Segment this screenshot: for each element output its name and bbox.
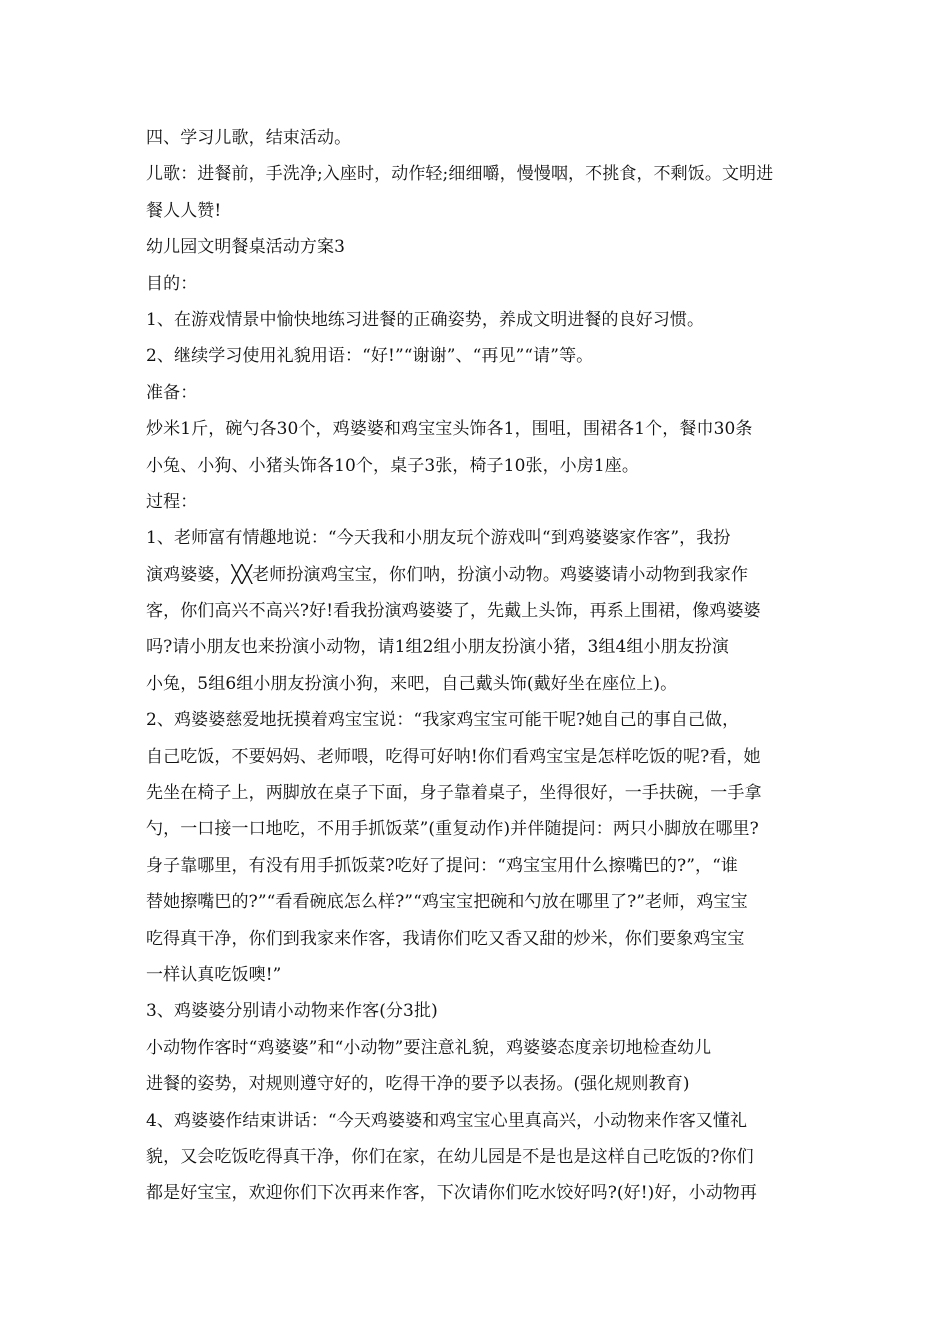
- text-line: 小动物作客时“鸡婆婆”和“小动物”要注意礼貌，鸡婆婆态度亲切地检查幼儿: [146, 1037, 712, 1058]
- text-line: 先坐在椅子上，两脚放在桌子下面，身子靠着桌子，坐得很好，一手扶碗，一手拿: [146, 783, 762, 804]
- section-title: 幼儿园文明餐桌活动方案3: [146, 237, 346, 258]
- text-line: 2、鸡婆婆慈爱地抚摸着鸡宝宝说：“我家鸡宝宝可能干呢?她自己的事自己做，: [146, 710, 740, 731]
- text-line: 儿歌：进餐前，手洗净;入座时，动作轻;细细嚼，慢慢咽，不挑食，不剩饭。文明进: [146, 164, 774, 185]
- text-line: 准备：: [146, 382, 198, 403]
- text-line: 勺，一口接一口地吃，不用手抓饭菜”(重复动作)并伴随提问：两只小脚放在哪里?: [146, 819, 759, 840]
- text-line: 貌，又会吃饭吃得真干净，你们在家，在幼儿园是不是也是这样自己吃饭的?你们: [146, 1146, 754, 1167]
- text-line: 演鸡婆婆，╳╳老师扮演鸡宝宝，你们呐，扮演小动物。鸡婆婆请小动物到我家作: [146, 564, 749, 585]
- text-line: 都是好宝宝，欢迎你们下次再来作客，下次请你们吃水饺好吗?(好!)好，小动物再: [146, 1183, 758, 1204]
- text-line: 2、继续学习使用礼貌用语：“好!”“谢谢”、“再见”“请”等。: [146, 346, 594, 367]
- text-line: 客，你们高兴不高兴?好!看我扮演鸡婆婆了，先戴上头饰，再系上围裙，像鸡婆婆: [146, 601, 761, 622]
- text-line: 一样认真吃饭噢!”: [146, 964, 282, 985]
- text-line: 进餐的姿势，对规则遵守好的，吃得干净的要予以表扬。(强化规则教育): [146, 1074, 690, 1095]
- text-line: 餐人人赞!: [146, 200, 222, 221]
- text-line: 自己吃饭，不要妈妈、老师喂，吃得可好呐!你们看鸡宝宝是怎样吃饭的呢?看，她: [146, 746, 761, 767]
- text-line: 4、鸡婆婆作结束讲话：“今天鸡婆婆和鸡宝宝心里真高兴，小动物来作客又懂礼: [146, 1110, 748, 1131]
- text-line: 吗?请小朋友也来扮演小动物，请1组2组小朋友扮演小猪，3组4组小朋友扮演: [146, 637, 729, 658]
- text-line: 替她擦嘴巴的?”“看看碗底怎么样?”“鸡宝宝把碗和勺放在哪里了?”老师，鸡宝宝: [146, 892, 748, 913]
- text-line: 目的：: [146, 273, 198, 294]
- text-line: 吃得真干净，你们到我家来作客，我请你们吃又香又甜的炒米，你们要象鸡宝宝: [146, 928, 745, 949]
- text-line: 小兔，5组6组小朋友扮演小狗，来吧，自己戴头饰(戴好坐在座位上)。: [146, 673, 678, 694]
- document-page: [146, 120, 812, 1212]
- text-line: 小兔、小狗、小猪头饰各10个，桌子3张，椅子10张，小房1座。: [146, 455, 639, 476]
- text-line: 3、鸡婆婆分别请小动物来作客(分3批): [146, 1001, 438, 1022]
- text-line: 炒米1斤，碗勺各30个，鸡婆婆和鸡宝宝头饰各1，围咀，围裙各1个，餐巾30条: [146, 419, 753, 440]
- text-line: 四、学习儿歌，结束活动。: [146, 128, 352, 148]
- text-line: 过程：: [146, 491, 198, 512]
- text-line: 身子靠哪里，有没有用手抓饭菜?吃好了提问：“鸡宝宝用什么擦嘴巴的?”，“谁: [146, 855, 738, 876]
- text-line: 1、老师富有情趣地说：“今天我和小朋友玩个游戏叫“到鸡婆婆家作客”，我扮: [146, 528, 731, 549]
- text-line: 1、在游戏情景中愉快地练习进餐的正确姿势，养成文明进餐的良好习惯。: [146, 309, 705, 330]
